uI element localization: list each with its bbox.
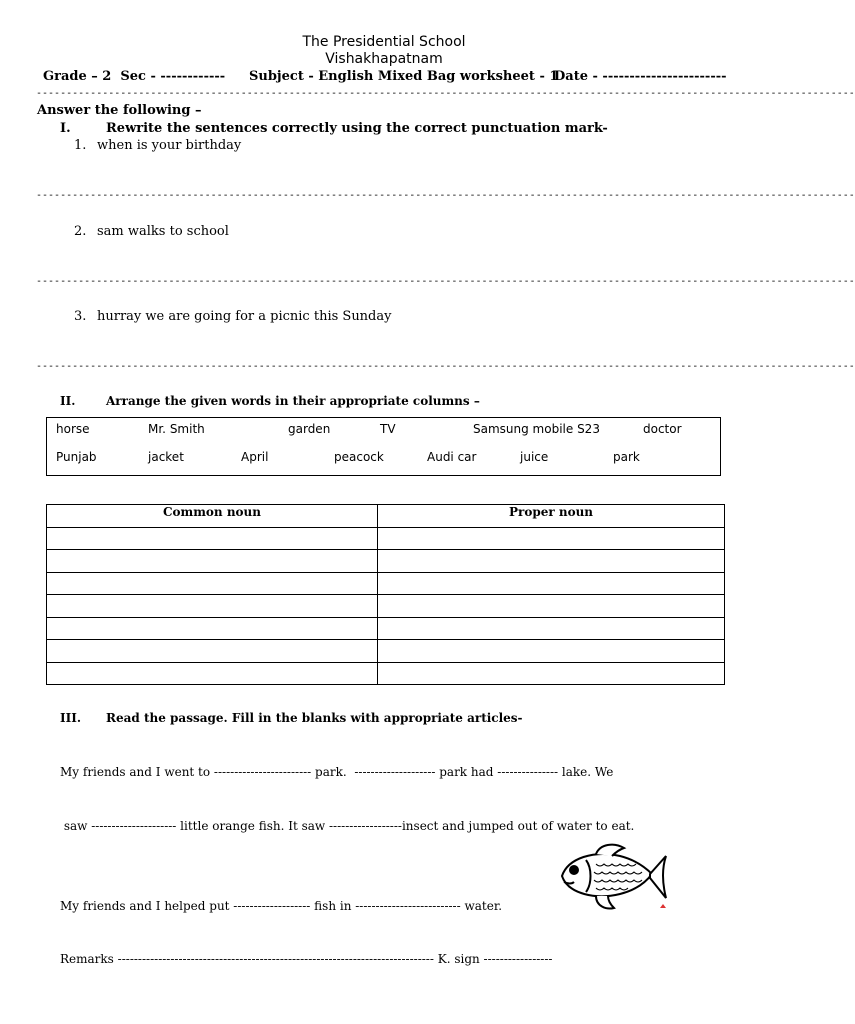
table-row bbox=[47, 527, 725, 550]
answer-cell[interactable] bbox=[47, 527, 378, 550]
answer-cell[interactable] bbox=[378, 617, 725, 640]
answer-cell[interactable] bbox=[378, 527, 725, 550]
answer-line-2: ---------------------------------------------------------------------------------------------------------------------------------------- bbox=[36, 276, 855, 287]
section3-numeral: III. bbox=[60, 711, 82, 725]
table-row bbox=[47, 550, 725, 573]
table-header-row bbox=[47, 505, 725, 528]
answer-cell[interactable] bbox=[378, 662, 725, 685]
answer-cell[interactable] bbox=[47, 550, 378, 573]
word-bank-word: April bbox=[241, 450, 269, 464]
word-bank-word: Mr. Smith bbox=[148, 422, 205, 436]
word-bank-word: Samsung mobile S23 bbox=[473, 422, 600, 436]
table-row bbox=[47, 617, 725, 640]
noun-table bbox=[46, 504, 725, 685]
subject-title: Subject - English Mixed Bag worksheet - 1 bbox=[249, 69, 559, 84]
fish-illustration bbox=[556, 842, 670, 912]
section1-numeral: I. bbox=[60, 121, 71, 136]
answer-cell[interactable] bbox=[47, 617, 378, 640]
remarks-line: Remarks ------------------------------------------------------------------------------ K. sign ----------------- bbox=[60, 952, 553, 966]
word-bank-word: TV bbox=[380, 422, 396, 436]
header-proper-noun: Proper noun bbox=[378, 505, 725, 528]
question-3-text: hurray we are going for a picnic this Sunday bbox=[97, 309, 392, 324]
table-row bbox=[47, 640, 725, 663]
date-field: Date - ----------------------- bbox=[554, 69, 727, 84]
answer-cell[interactable] bbox=[47, 640, 378, 663]
answer-cell[interactable] bbox=[47, 595, 378, 618]
word-bank-word: Audi car bbox=[427, 450, 477, 464]
school-name: The Presidential School bbox=[302, 34, 466, 50]
header-divider: ---------------------------------------------------------------------------------------------------------------------------------------- bbox=[36, 88, 855, 99]
table-row bbox=[47, 662, 725, 685]
school-city: Vishakhapatnam bbox=[325, 51, 443, 67]
word-bank-word: Punjab bbox=[56, 450, 97, 464]
grade-section: Grade – 2 Sec - ------------ bbox=[43, 69, 226, 84]
answer-line-1: ---------------------------------------------------------------------------------------------------------------------------------------- bbox=[36, 190, 855, 201]
word-bank-word: jacket bbox=[148, 450, 184, 464]
word-bank-word: doctor bbox=[643, 422, 682, 436]
word-bank-word: peacock bbox=[334, 450, 384, 464]
table-row bbox=[47, 595, 725, 618]
answer-cell[interactable] bbox=[378, 572, 725, 595]
question-2-number: 2. bbox=[74, 224, 87, 239]
section3-title: Read the passage. Fill in the blanks with appropriate articles- bbox=[106, 711, 523, 725]
question-2-text: sam walks to school bbox=[97, 224, 229, 239]
section1-title: Rewrite the sentences correctly using the correct punctuation mark- bbox=[106, 121, 608, 136]
section2-title: Arrange the given words in their appropriate columns – bbox=[106, 394, 480, 408]
word-bank-word: garden bbox=[288, 422, 331, 436]
word-bank-word: juice bbox=[520, 450, 549, 464]
section2-numeral: II. bbox=[60, 394, 76, 408]
answer-line-3: ---------------------------------------------------------------------------------------------------------------------------------------- bbox=[36, 361, 855, 372]
word-bank-word: park bbox=[613, 450, 640, 464]
instructions: Answer the following – bbox=[37, 103, 202, 118]
word-bank-word: horse bbox=[56, 422, 90, 436]
answer-cell[interactable] bbox=[47, 572, 378, 595]
answer-cell[interactable] bbox=[378, 550, 725, 573]
answer-cell[interactable] bbox=[47, 662, 378, 685]
question-1-text: when is your birthday bbox=[97, 138, 242, 153]
answer-cell[interactable] bbox=[378, 595, 725, 618]
question-3-number: 3. bbox=[74, 309, 87, 324]
table-row bbox=[47, 572, 725, 595]
answer-cell[interactable] bbox=[378, 640, 725, 663]
passage-line-3: My friends and I helped put ------------------- fish in -------------------------- water. bbox=[60, 899, 503, 913]
passage-line-2: saw --------------------- little orange fish. It saw ------------------insect and jumped out of water to eat. bbox=[60, 819, 635, 833]
question-1-number: 1. bbox=[74, 138, 87, 153]
header-common-noun: Common noun bbox=[47, 505, 378, 528]
passage-line-1: My friends and I went to ------------------------ park. -------------------- park had --------------- lake. We bbox=[60, 765, 614, 779]
